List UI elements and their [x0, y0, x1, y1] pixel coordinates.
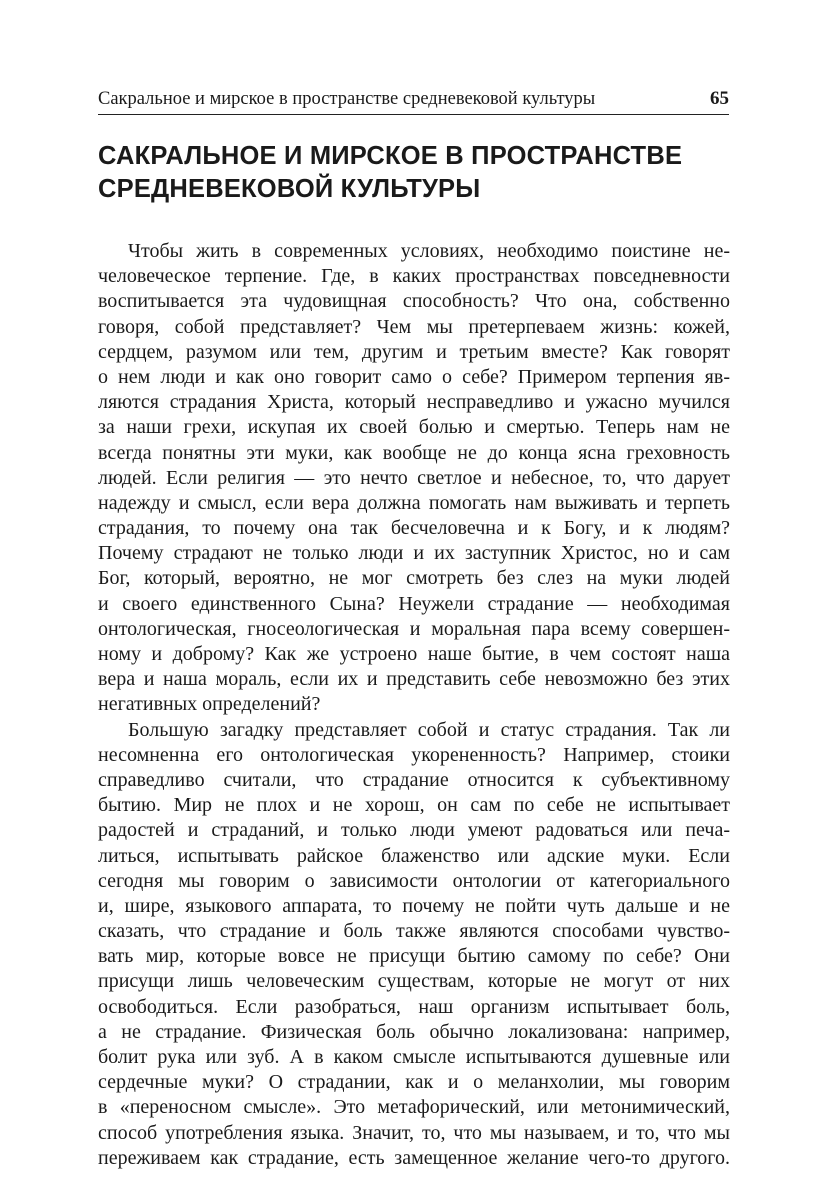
- text-line: и своего единственного Сына? Неужели страдание — необходимая: [98, 592, 730, 615]
- text-line: переживаем как страдание, есть замещенное желание чего-то другого.: [98, 1146, 730, 1169]
- chapter-title-line: САКРАЛЬНОЕ И МИРСКОЕ В ПРОСТРАНСТВЕ: [98, 142, 683, 170]
- text-line: вать мир, которые вовсе не присущи бытию самому по себе? Они: [98, 945, 730, 968]
- running-title: Сакральное и мирское в пространстве средневековой культуры: [98, 89, 596, 109]
- paragraph: [98, 239, 730, 718]
- text-line: сердечные муки? О страдании, как и о меланхолии, мы говорим: [98, 1071, 730, 1094]
- text-line: негативных определений?: [98, 693, 321, 716]
- text-line: Почему страдают не только люди и их заступник Христос, но и сам: [98, 542, 730, 565]
- text-line: страдания, то почему она так бесчеловечна и к Богу, и к людям?: [98, 517, 730, 540]
- chapter-title: [98, 140, 738, 206]
- text-line: человеческое терпение. Где, в каких пространствах повседневности: [98, 265, 730, 288]
- text-line: справедливо считали, что страдание относится к субъективному: [98, 768, 730, 791]
- text-line: болит рука или зуб. А в каком смысле испытываются душевные или: [98, 1046, 730, 1068]
- text-line: ляются страдания Христа, который несправедливо и ужасно мучился: [98, 391, 730, 414]
- text-line: в «переносном смысле». Это метафорический, или метонимический,: [98, 1096, 730, 1119]
- text-line: освободиться. Если разобраться, наш организм испытывает боль,: [98, 995, 730, 1018]
- body-text: [98, 239, 730, 1171]
- text-line: вера и наша мораль, если их и представить себе невозможно без этих: [98, 668, 730, 691]
- text-line: ному и доброму? Как же устроено наше бытие, в чем состоят наша: [98, 643, 730, 665]
- text-line: за наши грехи, искупая их своей болью и смертью. Теперь нам не: [98, 416, 730, 439]
- text-line: говоря, собой представляет? Чем мы претерпеваем жизнь: кожей,: [98, 315, 730, 338]
- text-line: людей. Если религия — это нечто светлое и небесное, то, что дарует: [98, 466, 730, 489]
- text-line: онтологическая, гносеологическая и моральная пара всему совершен-: [98, 617, 730, 640]
- text-line: Чтобы жить в современных условиях, необходимо поистине не-: [128, 240, 730, 262]
- text-line: Бог, который, вероятно, не мог смотреть без слез на муки людей: [98, 567, 730, 590]
- text-line: воспитывается эта чудовищная способность? Что она, собственно: [98, 290, 730, 313]
- text-line: сердцем, разумом или тем, другим и третьим вместе? Как говорят: [98, 340, 730, 363]
- paragraph: [98, 718, 730, 1171]
- text-line: сегодня мы говорим о зависимости онтологии от категориального: [98, 869, 730, 892]
- chapter-title-line: СРЕДНЕВЕКОВОЙ КУЛЬТУРЫ: [98, 175, 481, 203]
- text-line: способ употребления языка. Значит, то, что мы называем, и то, что мы: [98, 1121, 730, 1144]
- page-number: 65: [710, 88, 729, 109]
- text-line: радостей и страданий, и только люди умеют радоваться или печа-: [98, 819, 730, 842]
- text-line: Большую загадку представляет собой и статус страдания. Так ли: [128, 718, 730, 741]
- text-line: бытию. Мир не плох и не хорош, он сам по себе не испытывает: [98, 794, 730, 817]
- text-line: несомненна его онтологическая укорененность? Например, стоики: [98, 743, 730, 766]
- text-line: надежду и смысл, если вера должна помогать нам выживать и терпеть: [98, 491, 730, 514]
- text-line: всегда понятны эти муки, как вообще не до конца ясна греховность: [98, 441, 730, 464]
- running-header: [98, 88, 729, 115]
- text-line: а не страдание. Физическая боль обычно локализована: например,: [98, 1020, 730, 1043]
- text-line: литься, испытывать райское блаженство или адские муки. Если: [98, 844, 730, 867]
- text-line: присущи лишь человеческим существам, которые не могут от них: [98, 970, 730, 993]
- text-line: о нем люди и как оно говорит само о себе? Примером терпения яв-: [98, 365, 730, 388]
- text-line: и, шире, языкового аппарата, то почему не пойти чуть дальше и не: [98, 894, 730, 917]
- text-line: сказать, что страдание и боль также являются способами чувство-: [98, 920, 730, 943]
